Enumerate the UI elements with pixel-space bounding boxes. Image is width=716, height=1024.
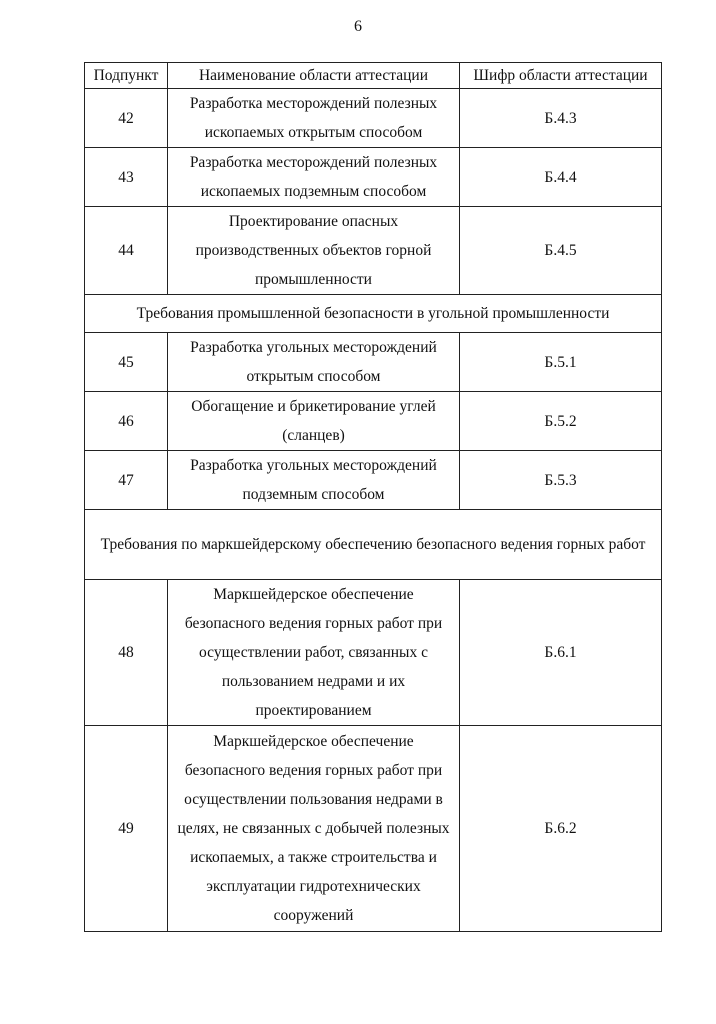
area-code: Б.4.4 — [460, 148, 662, 207]
area-name: Разработка месторождений полезных ископаемых подземным способом — [168, 148, 460, 207]
area-name: Проектирование опасных производственных объектов горной промышленности — [168, 207, 460, 295]
area-code: Б.6.2 — [460, 726, 662, 932]
area-name: Разработка угольных месторождений открытым способом — [168, 333, 460, 392]
header-area-name: Наименование области аттестации — [168, 63, 460, 89]
row-number: 44 — [85, 207, 168, 295]
row-number: 48 — [85, 580, 168, 726]
row-number: 49 — [85, 726, 168, 932]
table-row — [85, 148, 662, 207]
row-number: 47 — [85, 451, 168, 510]
table-row — [85, 89, 662, 148]
section-row — [85, 295, 662, 333]
section-row — [85, 510, 662, 580]
page-number: 6 — [354, 18, 362, 35]
area-code: Б.4.5 — [460, 207, 662, 295]
header-code: Шифр области аттестации — [460, 63, 662, 89]
area-name: Обогащение и брикетирование углей (сланцев) — [168, 392, 460, 451]
header-subitem: Подпункт — [85, 63, 168, 89]
row-number: 42 — [85, 89, 168, 148]
table-row — [85, 392, 662, 451]
area-code: Б.5.3 — [460, 451, 662, 510]
attestation-areas-table — [84, 62, 662, 932]
table-header-row — [85, 63, 662, 89]
table-row — [85, 333, 662, 392]
section-title: Требования по маркшейдерскому обеспечению безопасного ведения горных работ — [85, 510, 662, 580]
area-name: Разработка месторождений полезных ископаемых открытым способом — [168, 89, 460, 148]
area-code: Б.6.1 — [460, 580, 662, 726]
table-row — [85, 451, 662, 510]
row-number: 45 — [85, 333, 168, 392]
table-row — [85, 726, 662, 932]
area-name: Разработка угольных месторождений подземным способом — [168, 451, 460, 510]
area-name: Маркшейдерское обеспечение безопасного ведения горных работ при осуществлении работ, связанных с пользованием недрами и их проектированием — [168, 580, 460, 726]
section-title: Требования промышленной безопасности в угольной промышленности — [85, 295, 662, 333]
table-row — [85, 207, 662, 295]
row-number: 46 — [85, 392, 168, 451]
area-name: Маркшейдерское обеспечение безопасного ведения горных работ при осуществлении пользования недрами в целях, не связанных с добычей полезных ископаемых, а также строительства и эксплуатации гидротехнических сооружений — [168, 726, 460, 932]
row-number: 43 — [85, 148, 168, 207]
area-code: Б.4.3 — [460, 89, 662, 148]
area-code: Б.5.2 — [460, 392, 662, 451]
table-row — [85, 580, 662, 726]
area-code: Б.5.1 — [460, 333, 662, 392]
